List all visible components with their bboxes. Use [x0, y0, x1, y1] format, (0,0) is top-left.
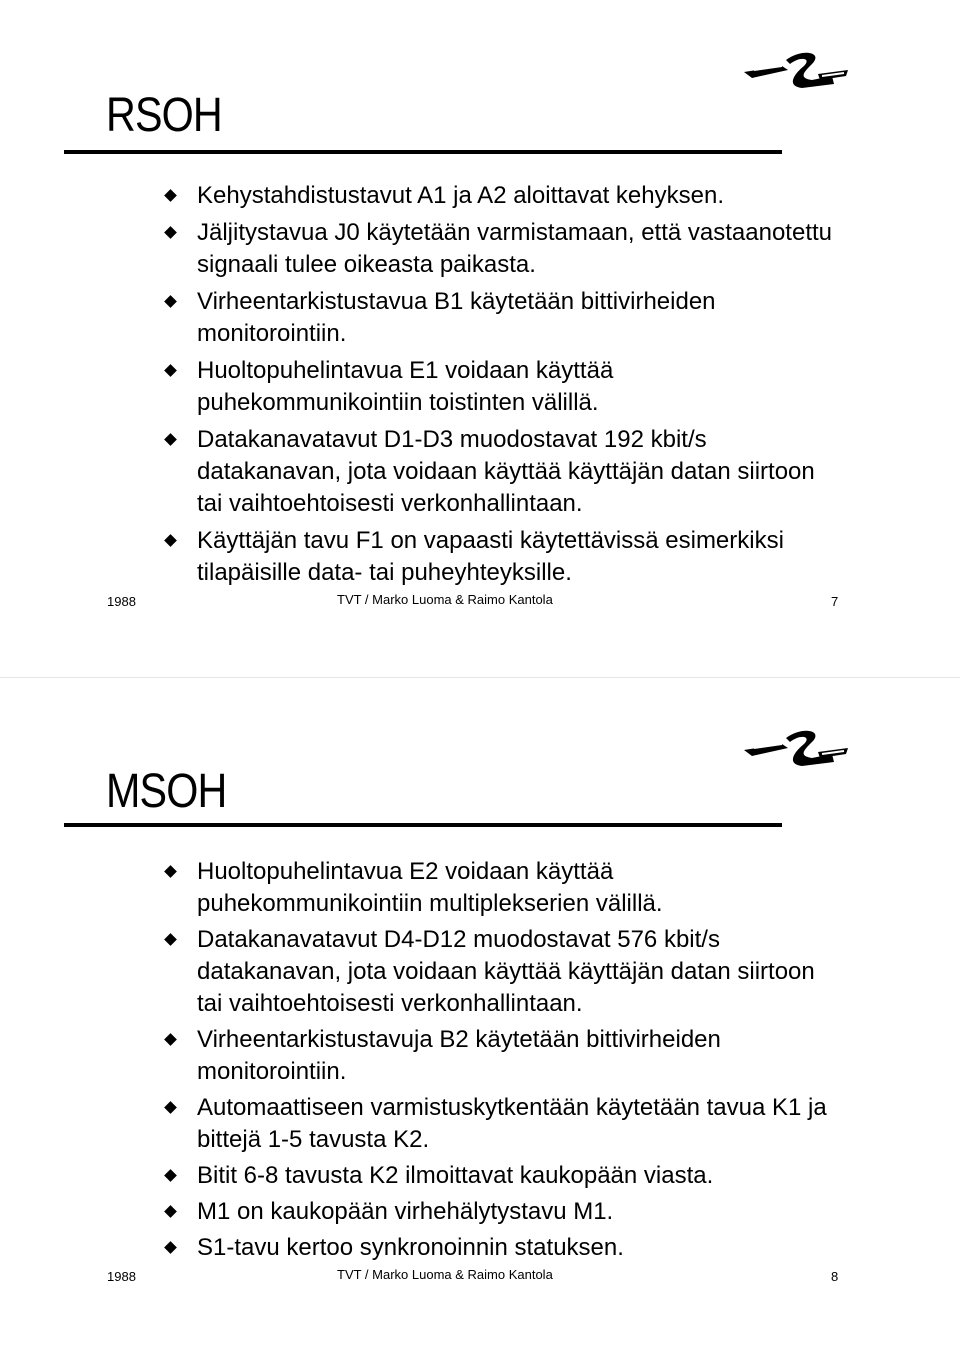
diamond-bullet-icon [164, 1101, 177, 1114]
diamond-bullet-icon [164, 1205, 177, 1218]
list-item: Virheentarkistustavuja B2 käytetään bittivirheiden monitorointiin. [160, 1024, 840, 1088]
slide-title: MSOH [106, 765, 227, 818]
slide-rsoh [0, 0, 960, 678]
logo-icon [742, 46, 852, 94]
list-item: Huoltopuhelintavua E1 voidaan käyttää puhekommunikointiin toistinten välillä. [160, 355, 840, 419]
list-item: M1 on kaukopään virhehälytystavu M1. [160, 1196, 840, 1228]
list-item: S1-tavu kertoo synkronoinnin statuksen. [160, 1232, 840, 1264]
diamond-bullet-icon [164, 364, 177, 377]
footer-year: 1988 [107, 1269, 136, 1284]
diamond-bullet-icon [164, 433, 177, 446]
list-item: Virheentarkistustavua B1 käytetään bittivirheiden monitorointiin. [160, 286, 840, 350]
diamond-bullet-icon [164, 295, 177, 308]
diamond-bullet-icon [164, 189, 177, 202]
list-item: Kehystahdistustavut A1 ja A2 aloittavat kehyksen. [160, 180, 840, 212]
page-number: 8 [831, 1269, 839, 1284]
bullet-list [160, 856, 840, 1268]
logo-icon [742, 724, 852, 772]
diamond-bullet-icon [164, 865, 177, 878]
diamond-bullet-icon [164, 1169, 177, 1182]
list-item: Käyttäjän tavu F1 on vapaasti käytettävissä esimerkiksi tilapäisille data- tai puheyhteyksille. [160, 525, 840, 589]
slide-title: RSOH [106, 89, 222, 142]
title-underline [64, 150, 782, 154]
list-item: Automaattiseen varmistuskytkentään käytetään tavua K1 ja bittejä 1-5 tavusta K2. [160, 1092, 840, 1156]
bullet-list [160, 180, 840, 594]
diamond-bullet-icon [164, 534, 177, 547]
footer-author: TVT / Marko Luoma & Raimo Kantola [337, 1267, 553, 1282]
list-item: Jäljitystavua J0 käytetään varmistamaan, että vastaanotettu signaali tulee oikeasta paikasta. [160, 217, 840, 281]
list-item: Datakanavatavut D1-D3 muodostavat 192 kbit/s datakanavan, jota voidaan käyttää käyttäjän datan siirtoon tai vaihtoehtoisesti verkonhallintaan. [160, 424, 840, 520]
title-underline [64, 823, 782, 827]
list-item: Huoltopuhelintavua E2 voidaan käyttää puhekommunikointiin multiplekserien välillä. [160, 856, 840, 920]
footer-year: 1988 [107, 594, 136, 609]
diamond-bullet-icon [164, 1033, 177, 1046]
footer-author: TVT / Marko Luoma & Raimo Kantola [337, 592, 553, 607]
diamond-bullet-icon [164, 1241, 177, 1254]
diamond-bullet-icon [164, 226, 177, 239]
page-number: 7 [831, 594, 839, 609]
diamond-bullet-icon [164, 933, 177, 946]
list-item: Bitit 6-8 tavusta K2 ilmoittavat kaukopään viasta. [160, 1160, 840, 1192]
list-item: Datakanavatavut D4-D12 muodostavat 576 kbit/s datakanavan, jota voidaan käyttää käyttäjän datan siirtoon tai vaihtoehtoisesti verkonhallintaan. [160, 924, 840, 1020]
slide-msoh [0, 678, 960, 1357]
